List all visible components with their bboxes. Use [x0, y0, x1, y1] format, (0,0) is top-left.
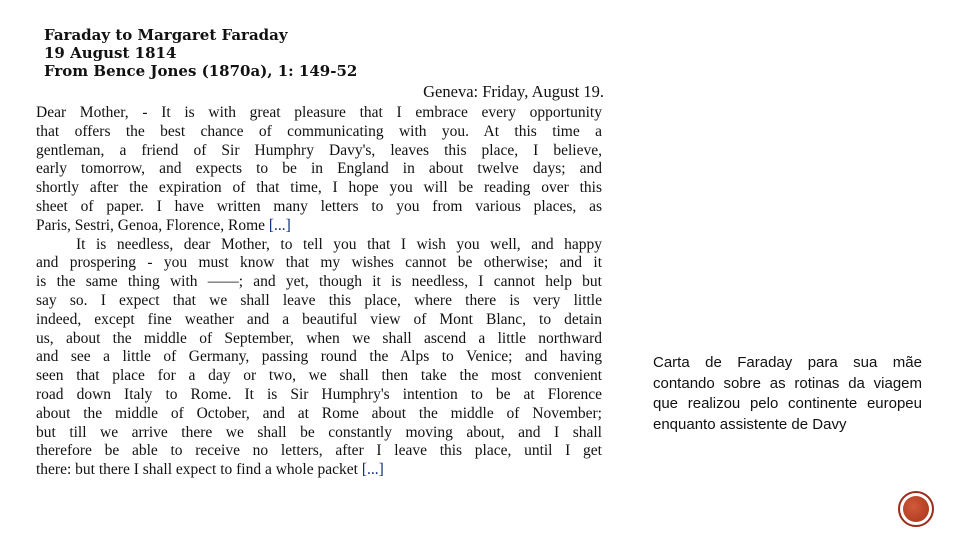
letter-line: sheet of paper. I have written many letters to you from various places, as — [36, 197, 602, 215]
slide-nav-circle-icon[interactable] — [898, 491, 934, 527]
letter-header — [44, 26, 444, 80]
letter-line: seen that place for a day or two, we shall then take the most convenient — [36, 367, 602, 385]
letter-date: 19 August 1814 — [44, 44, 177, 62]
letter-dateline: Geneva: Friday, August 19. — [423, 82, 604, 101]
letter-title: Faraday to Margaret Faraday — [44, 26, 288, 44]
letter-line-with-ellipsis — [36, 217, 602, 236]
letter-line: about the middle of October, and at Rome about the middle of November; — [36, 404, 602, 422]
letter-line: therefore be able to receive no letters, after I leave this place, until I get — [36, 442, 602, 460]
letter-line: that offers the best chance of communicating with you. At this time a — [36, 122, 602, 140]
letter-line: shortly after the expiration of that time, I hope you will be reading over this — [36, 179, 602, 197]
letter-line-text: there: but there I shall expect to find a whole packet — [36, 461, 358, 479]
letter-line: us, about the middle of September, when we shall ascend a little northward — [36, 329, 602, 347]
ellipsis-mark: [...] — [268, 216, 291, 234]
letter-line: early tomorrow, and expects to be in England in about twelve days; and — [36, 160, 602, 178]
slide-caption: Carta de Faraday para sua mãe contando sobre as rotinas da viagem que realizou pelo continente europeu enquanto assistente de Davy — [653, 354, 922, 433]
letter-line: It is needless, dear Mother, to tell you that I wish you well, and happy — [76, 235, 602, 253]
letter-line-text: Paris, Sestri, Genoa, Florence, Rome — [36, 216, 266, 234]
letter-line: road down Italy to Rome. It is Sir Humphry's intention to be at Florence — [36, 385, 602, 403]
letter-body — [36, 104, 602, 480]
circle-fill-icon — [903, 496, 929, 522]
letter-line: say so. I expect that we shall leave this place, where there is very little — [36, 291, 602, 309]
letter-line: indeed, except fine weather and a beautiful view of Mont Blanc, to detain — [36, 310, 602, 328]
letter-line: is the same thing with ——; and yet, though it is needless, I cannot help but — [36, 273, 602, 291]
letter-line: but till we arrive there we shall be constantly moving about, and I shall — [36, 423, 602, 441]
ellipsis-mark: [...] — [361, 461, 384, 479]
letter-line-with-ellipsis — [36, 461, 602, 480]
letter-line: and see a little of Germany, passing round the Alps to Venice; and having — [36, 348, 602, 366]
letter-line: and prospering - you must know that my wishes cannot be otherwise; and it — [36, 254, 602, 272]
letter-scan — [36, 26, 606, 482]
letter-line: gentleman, a friend of Sir Humphry Davy's, leaves this place, I believe, — [36, 141, 602, 159]
letter-line: Dear Mother, - It is with great pleasure that I embrace every opportunity — [36, 104, 602, 121]
letter-source: From Bence Jones (1870a), 1: 149-52 — [44, 62, 358, 80]
